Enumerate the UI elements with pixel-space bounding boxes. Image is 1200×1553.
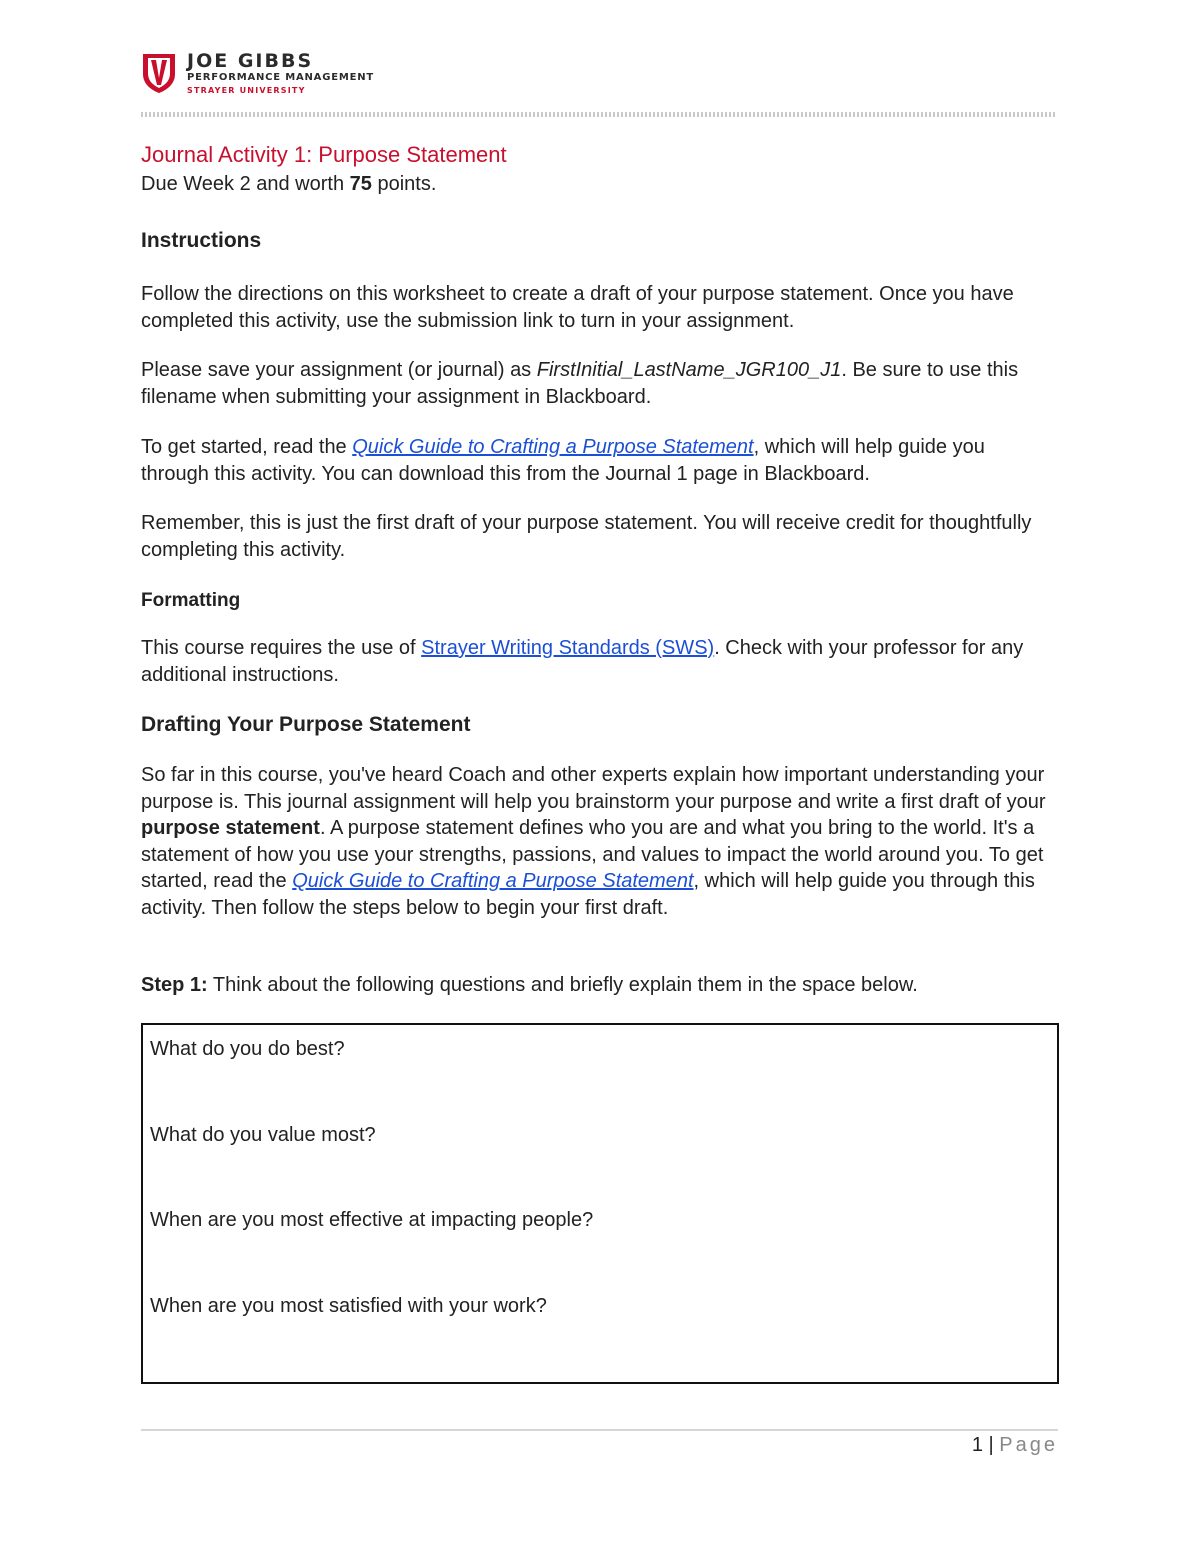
page-label: Page [999, 1434, 1058, 1456]
logo-title: JOE GIBBS [187, 50, 314, 72]
question-3: When are you most effective at impacting people? [150, 1209, 594, 1231]
quick-guide-link-2[interactable]: Quick Guide to Crafting a Purpose Statement [292, 870, 694, 892]
joe-gibbs-logo [141, 50, 441, 96]
instructions-paragraph-2: Please save your assignment (or journal) as FirstInitial_LastName_JGR100_J1. Be sure to use this filename when submitting your assignment in Blackboard. [141, 359, 1019, 408]
page-title: Journal Activity 1: Purpose Statement [141, 142, 507, 167]
question-4: When are you most satisfied with your work? [150, 1295, 547, 1317]
sws-link[interactable]: Strayer Writing Standards (SWS) [421, 637, 715, 659]
page-number-value: 1 [971, 1434, 983, 1456]
logo-subtitle: PERFORMANCE MANAGEMENT [187, 72, 375, 83]
drafting-paragraph: So far in this course, you've heard Coach and other experts explain how important understanding your purpose is. This journal assignment will help you brainstorm your purpose and write a first draft of your purpose statement. A purpose statement defines who you are and what you bring to the world. It's a statement of how you use your strengths, passions, and values to impact the world around you. To get started, read the Quick Guide to Crafting a Purpose Statement, which will help guide you through this activity. Then follow the steps below to begin your first draft. [141, 764, 1046, 919]
header-divider [141, 112, 1056, 117]
formatting-heading: Formatting [141, 590, 241, 611]
logo-university: STRAYER UNIVERSITY [187, 86, 306, 95]
quick-guide-link[interactable]: Quick Guide to Crafting a Purpose Statement [352, 436, 754, 458]
response-box[interactable] [141, 1023, 1059, 1384]
due-line: Due Week 2 and worth 75 points. [141, 173, 437, 195]
instructions-paragraph-4: Remember, this is just the first draft of your purpose statement. You will receive credit for thoughtfully completing this activity. [141, 512, 1032, 561]
page-number: 1 | Page [971, 1434, 1058, 1456]
formatting-paragraph: This course requires the use of Strayer Writing Standards (SWS). Check with your professor for any additional instructions. [141, 637, 1024, 686]
purpose-statement-term: purpose statement [141, 817, 320, 839]
question-1: What do you do best? [150, 1038, 345, 1060]
instructions-heading: Instructions [141, 229, 262, 252]
drafting-heading: Drafting Your Purpose Statement [141, 713, 471, 736]
instructions-paragraph-1: Follow the directions on this worksheet to create a draft of your purpose statement. Once you have completed this activity, use the submission link to turn in your assignment. [141, 283, 1014, 332]
question-2: What do you value most? [150, 1124, 376, 1146]
step-1-label: Step 1: [141, 974, 208, 996]
shield-icon [141, 52, 177, 94]
footer-divider [141, 1429, 1058, 1431]
instructions-paragraph-3: To get started, read the Quick Guide to Crafting a Purpose Statement, which will help guide you through this activity. You can download this from the Journal 1 page in Blackboard. [141, 436, 985, 485]
filename-format: FirstInitial_LastName_JGR100_J1 [536, 359, 842, 381]
points-value: 75 [349, 173, 372, 195]
step-1-paragraph: Step 1: Think about the following questions and briefly explain them in the space below. [141, 974, 918, 996]
